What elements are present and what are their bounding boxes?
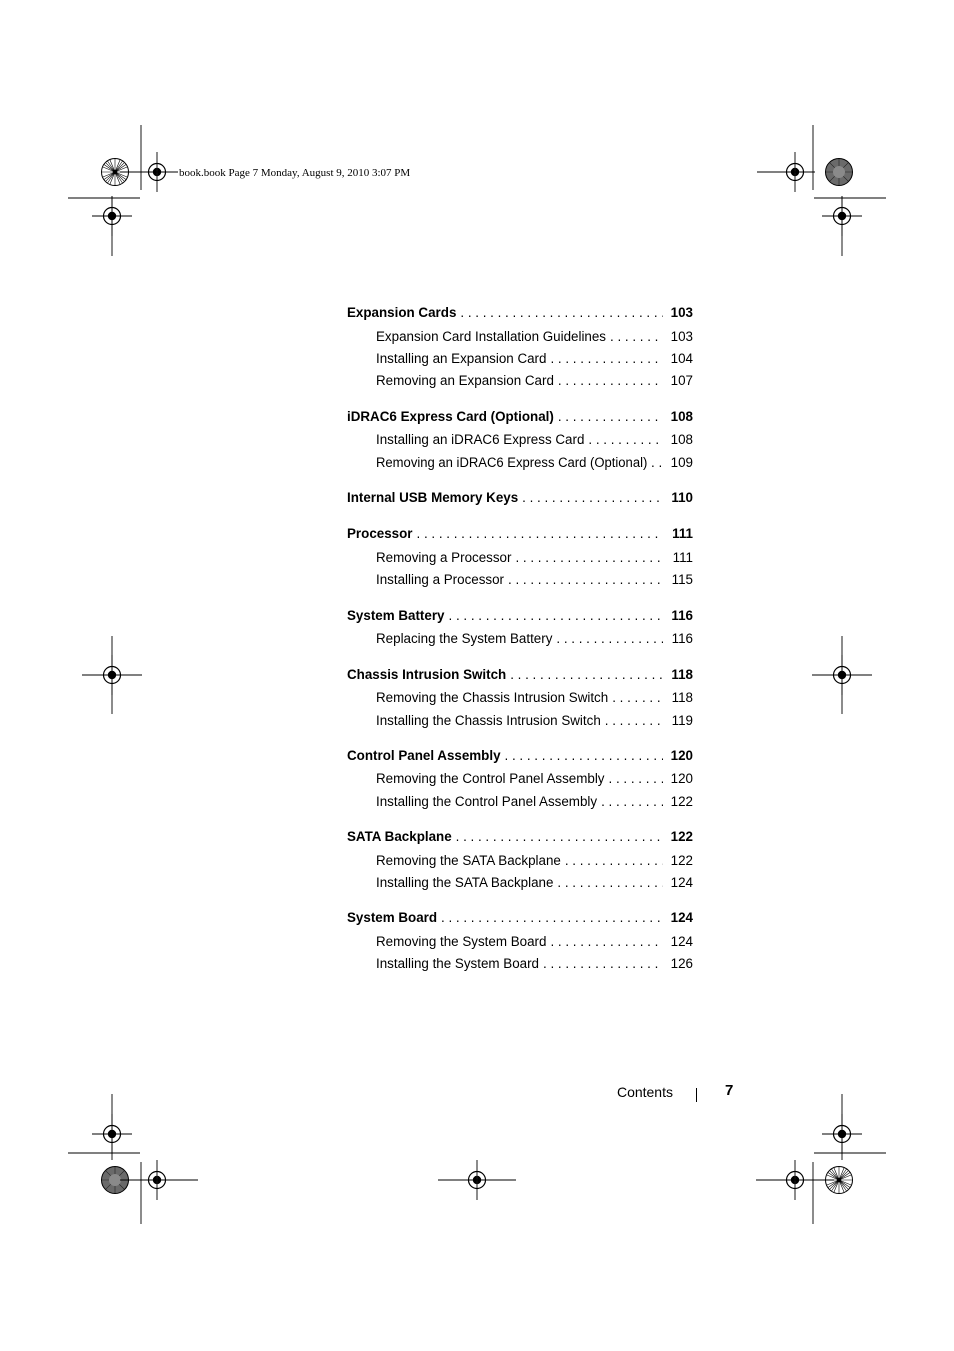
toc-section [347, 490, 693, 514]
toc-entry-page: 116 [671, 607, 693, 623]
toc-entry[interactable] [347, 305, 693, 329]
toc-entry-title: Chassis Intrusion Switch [347, 666, 507, 682]
toc-entry-page: 126 [670, 956, 693, 972]
toc-subentry[interactable] [347, 934, 693, 956]
toc-subentry[interactable] [347, 771, 693, 793]
toc-entry-title: iDRAC6 Express Card (Optional) [347, 408, 554, 424]
dot-leader [610, 329, 663, 344]
toc-entry-title: Installing the System Board [376, 956, 540, 972]
toc-section [347, 526, 693, 594]
toc-entry-title: Processor [347, 526, 413, 542]
toc-entry-page: 115 [671, 572, 693, 588]
toc-entry-title: Removing a Processor [376, 549, 512, 565]
footer-separator [696, 1088, 697, 1102]
toc-entry-title: Installing an iDRAC6 Express Card [376, 432, 585, 448]
dot-leader [505, 748, 663, 763]
toc-section [347, 748, 693, 816]
toc-entry[interactable] [347, 829, 693, 853]
dot-leader [550, 351, 662, 366]
toc-subentry[interactable] [347, 455, 693, 477]
toc-entry-page: 109 [670, 454, 693, 470]
toc-entry-title: Removing the Chassis Intrusion Switch [376, 690, 609, 706]
toc-section [347, 910, 693, 978]
toc-entry-title: Installing the SATA Backplane [376, 875, 554, 891]
toc-subentry[interactable] [347, 794, 693, 816]
dot-leader [550, 934, 662, 949]
toc-entry-title: Internal USB Memory Keys [347, 489, 519, 505]
toc-section [347, 305, 693, 396]
toc-entry-page: 108 [670, 408, 693, 424]
dot-leader [515, 550, 663, 565]
toc-entry-page: 116 [671, 631, 693, 647]
toc-subentry[interactable] [347, 550, 693, 572]
dot-leader [508, 572, 663, 587]
toc-entry-page: 122 [670, 852, 693, 868]
toc-entry-page: 124 [670, 933, 693, 949]
toc-entry-page: 103 [670, 328, 693, 344]
toc-entry-page: 120 [670, 747, 693, 763]
toc-subentry[interactable] [347, 875, 693, 897]
toc-subentry[interactable] [347, 373, 693, 395]
toc-entry-title: Removing the Control Panel Assembly [376, 771, 605, 787]
toc-entry-page: 107 [670, 373, 693, 389]
toc-subentry[interactable] [347, 329, 693, 351]
toc-subentry[interactable] [347, 713, 693, 735]
dot-leader [441, 910, 663, 925]
dot-leader [543, 956, 663, 971]
toc-entry-title: Expansion Cards [347, 305, 457, 320]
toc-entry-page: 124 [670, 910, 693, 926]
toc-entry-page: 124 [670, 875, 693, 891]
toc-entry-page: 111 [672, 549, 693, 565]
dot-leader [601, 794, 663, 809]
toc-entry[interactable] [347, 608, 693, 632]
toc-entry-title: Installing the Chassis Intrusion Switch [376, 712, 601, 728]
toc-entry-page: 122 [670, 793, 693, 809]
toc-entry-title: System Battery [347, 607, 445, 623]
toc-subentry[interactable] [347, 956, 693, 978]
toc-entry[interactable] [347, 748, 693, 772]
toc-entry-page: 122 [670, 829, 693, 845]
toc-subentry[interactable] [347, 572, 693, 594]
toc-section [347, 608, 693, 654]
toc-entry-title: Installing the Control Panel Assembly [376, 793, 598, 809]
toc-entry-page: 118 [671, 690, 693, 706]
footer-section-label: Contents [616, 1084, 673, 1100]
dot-leader [557, 875, 662, 890]
dot-leader [510, 667, 663, 682]
toc-entry[interactable] [347, 409, 693, 433]
dot-leader [609, 771, 663, 786]
dot-leader [417, 526, 663, 541]
dot-leader [651, 455, 663, 470]
dot-leader [558, 409, 663, 424]
toc-entry-title: Control Panel Assembly [347, 747, 501, 763]
toc-entry[interactable] [347, 490, 693, 514]
toc-section [347, 829, 693, 897]
toc-subentry[interactable] [347, 690, 693, 712]
toc-entry-page: 108 [670, 432, 693, 448]
toc-subentry[interactable] [347, 853, 693, 875]
toc-entry-page: 120 [670, 771, 693, 787]
print-slug: book.book Page 7 Monday, August 9, 2010 3:07 PM [179, 167, 411, 179]
toc-entry-page: 103 [670, 305, 693, 320]
toc-entry-title: Removing an Expansion Card [376, 373, 554, 389]
dot-leader [612, 690, 663, 705]
toc-entry-title: Expansion Card Installation Guidelines [376, 328, 607, 344]
toc-entry[interactable] [347, 667, 693, 691]
toc-entry-title: Replacing the System Battery [376, 631, 553, 647]
toc-subentry[interactable] [347, 631, 693, 653]
dot-leader [588, 432, 662, 447]
dot-leader [565, 853, 663, 868]
dot-leader [605, 713, 663, 728]
toc-entry-page: 119 [671, 712, 693, 728]
toc-entry-title: Removing the SATA Backplane [376, 852, 561, 868]
dot-leader [456, 829, 663, 844]
toc-section [347, 667, 693, 735]
dot-leader [460, 305, 662, 320]
table-of-contents [347, 305, 693, 992]
toc-entry-title: Removing an iDRAC6 Express Card (Optional) [376, 454, 648, 470]
toc-subentry[interactable] [347, 432, 693, 454]
page-number: 7 [725, 1082, 734, 1099]
toc-entry-title: Removing the System Board [376, 933, 547, 949]
toc-entry-title: Installing a Processor [376, 572, 505, 588]
toc-entry-page: 104 [670, 350, 693, 366]
dot-leader [556, 631, 663, 646]
dot-leader [522, 490, 663, 505]
toc-entry-title: SATA Backplane [347, 829, 452, 845]
toc-subentry[interactable] [347, 351, 693, 373]
toc-entry-title: System Board [347, 910, 438, 926]
toc-entry-title: Installing an Expansion Card [376, 350, 547, 366]
dot-leader [449, 608, 663, 623]
toc-section [347, 409, 693, 477]
toc-entry[interactable] [347, 526, 693, 550]
toc-entry-page: 110 [671, 489, 693, 505]
toc-entry-page: 111 [672, 526, 693, 542]
toc-entry[interactable] [347, 910, 693, 934]
toc-entry-page: 118 [671, 666, 693, 682]
dot-leader [558, 373, 663, 388]
